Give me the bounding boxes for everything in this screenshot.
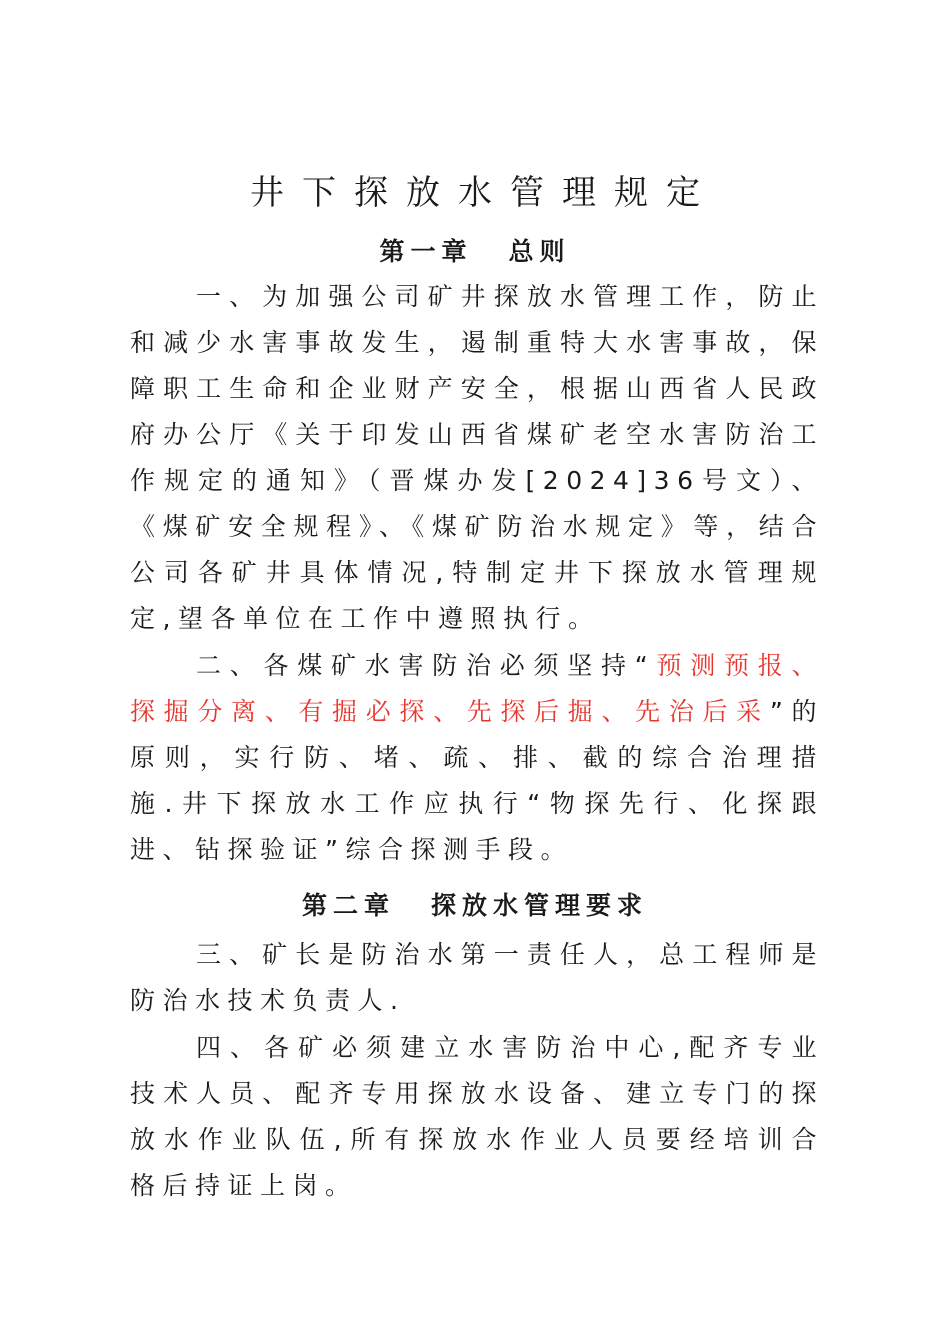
document-title: 井下探放水管理规定 xyxy=(250,173,718,213)
chapter-1-name: 总则 xyxy=(508,237,571,266)
paragraph-2-tail: ”的原则，实行防、堵、疏、排、截的综合治理措施.井下探放水工作应执行“物探先行、化探跟进、钻探验证”综合探测手段。 xyxy=(130,697,824,864)
paragraph-2 xyxy=(130,643,824,873)
chapter-2-heading xyxy=(0,886,950,926)
paragraph-1: 一、为加强公司矿井探放水管理工作，防止和减少水害事故发生，遏制重特大水害事故，保障职工生命和企业财产安全，根据山西省人民政府办公厅《关于印发山西省煤矿老空水害防治工作规定的通知》（晋煤办发[2024]36号文）、《煤矿安全规程》、《煤矿防治水规定》等，结合公司各矿井具体情况,特制定井下探放水管理规定,望各单位在工作中遵照执行。 xyxy=(130,282,824,633)
paragraph-4: 四、各矿必须建立水害防治中心,配齐专业技术人员、配齐专用探放水设备、建立专门的探放水作业队伍,所有探放水作业人员要经培训合格后持证上岗。 xyxy=(130,1033,824,1200)
chapter-1-heading xyxy=(0,232,950,272)
paragraph-2-lead: 二、各煤矿水害防治必须坚持“ xyxy=(196,651,656,680)
paragraph-2-highlight: 预测预报、探掘分离、有掘必探、先探后掘、先治后采 xyxy=(130,651,824,726)
chapter-2-name: 探放水管理要求 xyxy=(431,891,649,920)
chapter-1-label: 第一章 xyxy=(379,237,473,266)
paragraph-3: 三、矿长是防治水第一责任人，总工程师是防治水技术负责人. xyxy=(130,940,824,1015)
chapter-2-label: 第二章 xyxy=(301,891,395,920)
